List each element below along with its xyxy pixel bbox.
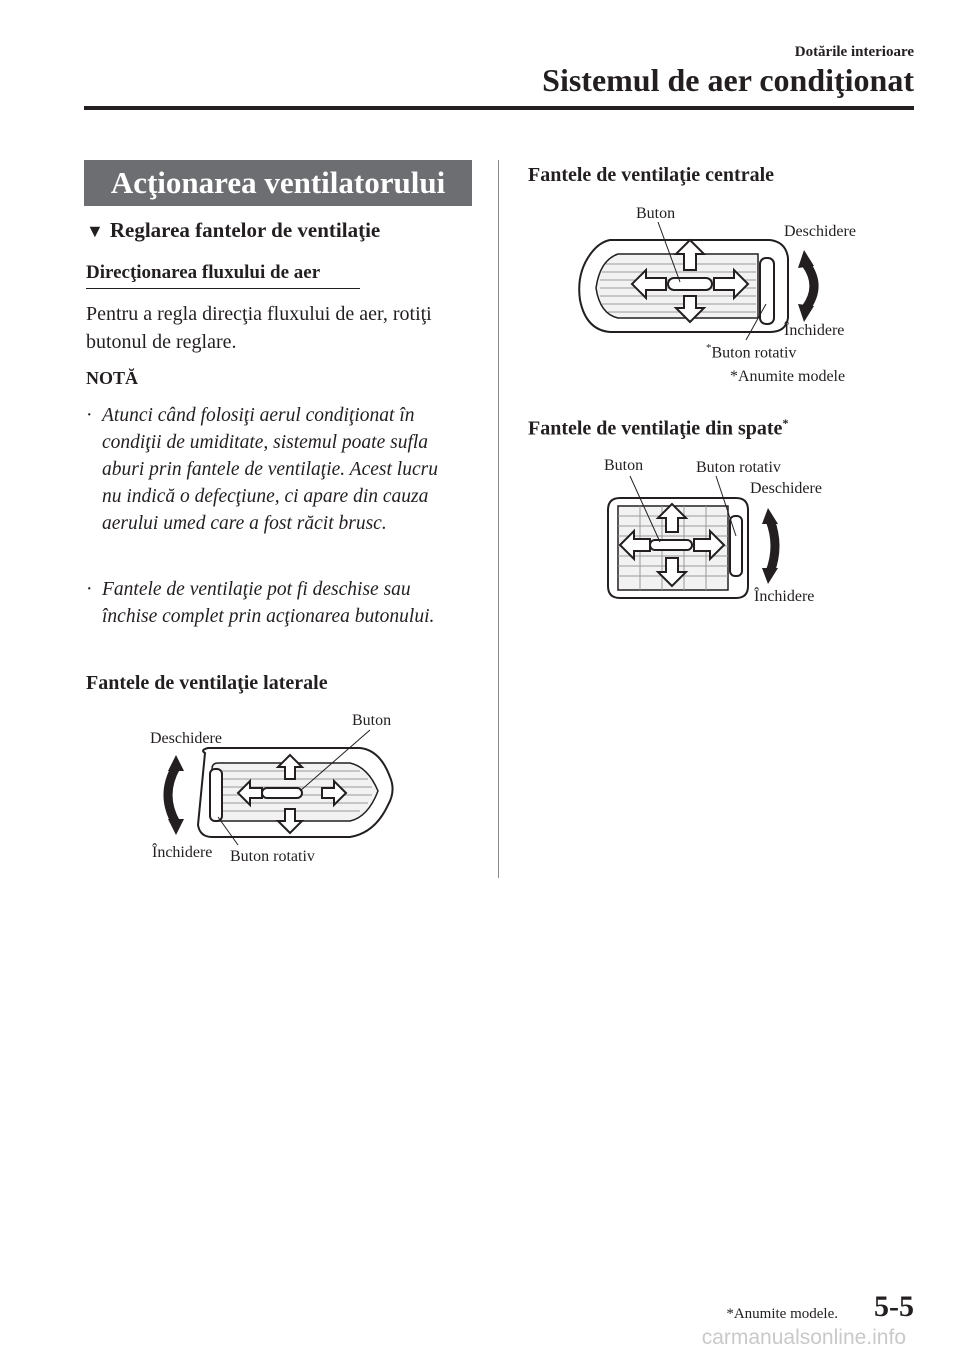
note-label: NOTĂ (86, 368, 139, 388)
side-close-label: Închidere (152, 844, 213, 861)
note-text: Atunci când folosiţi aerul condiţionat în condiţii de umiditate, sistemul poate sufla aburi prin fantele de ventilaţie. Acest lucru nu indică o defecţiune, ci apare din cauza aerului umed care a fost răcit brusc. (102, 405, 438, 534)
center-knob-label: Buton (636, 205, 676, 222)
note-text: Fantele de ventilaţie pot fi deschise sau închise complet prin acţionarea butonului. (102, 579, 435, 627)
rear-knob-label: Buton (604, 457, 644, 474)
bullet-icon: · (86, 405, 93, 426)
bullet-icon: · (86, 579, 93, 600)
center-dial-label (706, 342, 796, 362)
center-open-label: Deschidere (784, 223, 856, 240)
rear-vents-heading-text: Fantele de ventilaţie din spate (528, 417, 783, 440)
heading-underline (86, 288, 360, 289)
center-close-label: Închidere (784, 322, 845, 339)
rear-close-label: Închidere (754, 588, 815, 605)
column-divider (498, 160, 499, 878)
rear-open-label: Deschidere (750, 480, 822, 497)
asterisk-mark: * (782, 416, 789, 430)
chapter-title: Dotările interioare (794, 44, 914, 60)
side-vents-heading: Fantele de ventilaţie laterale (86, 672, 328, 694)
watermark: carmanualsonline.info (701, 1326, 906, 1349)
side-dial-label: Buton rotativ (230, 848, 315, 865)
rear-vents-heading (528, 416, 788, 441)
rear-dial-label: Buton rotativ (696, 459, 781, 476)
page-number: 5-5 (874, 1290, 914, 1323)
underlined-heading: Direcţionarea fluxului de aer (86, 262, 321, 283)
footer-footnote: *Anumite modele. (726, 1306, 838, 1322)
center-vents-heading: Fantele de ventilaţie centrale (528, 164, 775, 186)
note-item (86, 576, 462, 630)
page-title: Sistemul de aer condiţionat (542, 62, 914, 98)
note-item (86, 402, 462, 537)
triangle-marker-icon: ▼ (86, 221, 104, 241)
center-footnote: *Anumite modele (730, 368, 846, 385)
side-open-label: Deschidere (150, 730, 222, 747)
paragraph: Pentru a regla direcţia fluxului de aer, rotiţi butonul de reglare. (86, 303, 432, 353)
center-dial-text: Buton rotativ (711, 344, 797, 362)
subheading (86, 218, 380, 243)
subheading-text: Reglarea fantelor de ventilaţie (109, 218, 381, 242)
asterisk-mark: * (706, 342, 712, 354)
section-banner: Acţionarea ventilatorului (84, 160, 472, 206)
side-knob-label: Buton (352, 712, 392, 729)
header-rule (84, 106, 914, 110)
